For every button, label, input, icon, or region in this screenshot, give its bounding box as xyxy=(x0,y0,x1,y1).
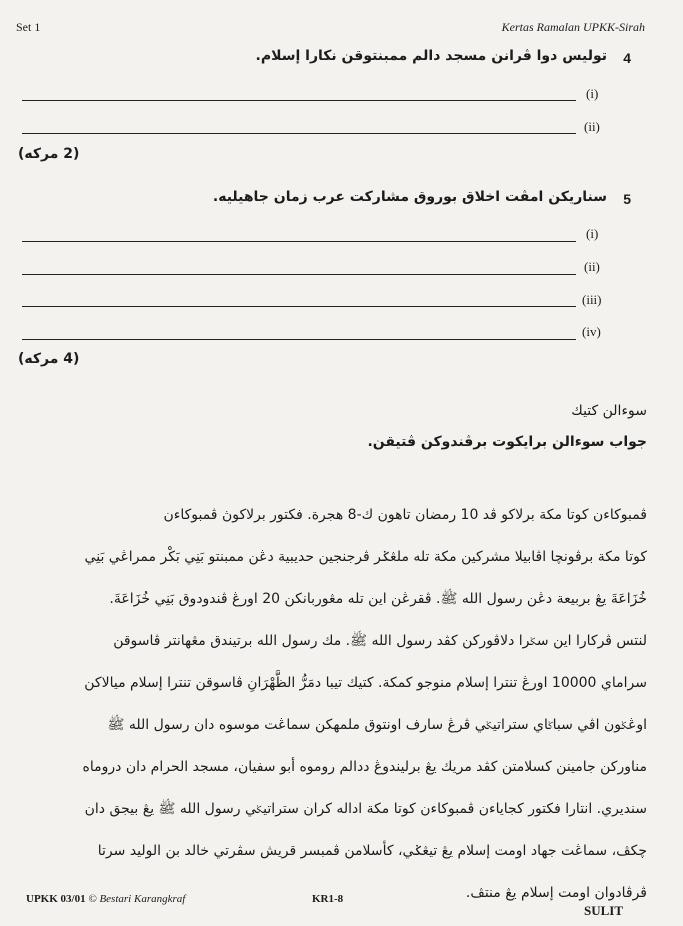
passage-line: سراماي 10000 اورڠ تنترا إسلام منوجو كمكة. كتيك تيبا دمَرُّ الظَّهْرَانِ ڤاسوقن تنترا إسلام ميالاكن xyxy=(84,675,647,691)
paper-title: Kertas Ramalan UPKK-Sirah xyxy=(501,20,645,34)
item-label-q5-iv: (iv) xyxy=(582,324,601,339)
answer-line-q5-2[interactable] xyxy=(22,274,576,275)
item-label-q5-i: (i) xyxy=(586,226,599,241)
item-label-q5-iii: (iii) xyxy=(582,292,602,307)
footer-publisher: © Bestari Karangkraf xyxy=(88,893,186,905)
answer-line-q5-4[interactable] xyxy=(22,339,576,340)
passage-line: چكڤ، سماڠت جهاد اومت إسلام يڠ تيڠݢي، كأسلامن ڤمبسر قريش سڤرتي خالد بن الوليد سرتا xyxy=(97,843,647,859)
passage-line: ڤمبوكاءن كوتا مكة برلاكو ڤد 10 رمضان تاهون ك-8 هجرة. فكتور برلاكوڽ ڤمبوكاءن xyxy=(163,507,647,523)
question-4-text: توليس دوا ڤرانن مسجد دالم ممبنتوقن نكارا إسلام. xyxy=(255,48,607,64)
set-label: Set 1 xyxy=(16,20,41,34)
marks-q5: (4 مركه) xyxy=(18,351,80,367)
section-instruction: جواب سوءالن برايكوت برڤندوكن ڤتيقن. xyxy=(367,434,647,450)
passage-line: اوڠݢون اڤي سباݢاي ستراتيݢي ڤرڠ سارف اونتوق ملمهكن سماڠت موسوه دان رسول الله ﷺ xyxy=(107,717,647,733)
passage xyxy=(38,494,647,914)
item-label-q4-i: (i) xyxy=(586,86,599,101)
item-label-q4-ii: (ii) xyxy=(584,119,600,134)
answer-line-q4-1[interactable] xyxy=(22,100,576,101)
passage-line: خُزَاعَةَ يڠ بربيعة دڠن رسول الله ﷺ. ڤقرڠن اين تله مڠوربانكن 20 اورڠ ڤندودوق بَنِي خُزَاعَةَ. xyxy=(109,591,647,607)
answer-line-q4-2[interactable] xyxy=(22,133,576,134)
footer-code: UPKK 03/01 xyxy=(26,893,86,905)
footer-page: KR1-8 xyxy=(312,893,344,905)
passage-line: ڤرڤادوان اومت إسلام يڠ منتڤ. xyxy=(465,885,647,901)
passage-line: مناورکن جامينن كسلامتن كڤد مريك يڠ برليندوڠ ددالم روموه أبو سفيان، مسجد الحرام دان دروماه xyxy=(82,759,647,775)
marks-q4: (2 مركه) xyxy=(18,146,80,162)
section-title: سوءالن كتيك xyxy=(571,403,647,419)
question-5-number: 5 xyxy=(623,191,631,207)
footer-classification: SULIT xyxy=(583,903,623,918)
answer-line-q5-1[interactable] xyxy=(22,241,576,242)
question-4-number: 4 xyxy=(623,50,631,66)
passage-line: سنديري. انتارا فكتور كجاياءن ڤمبوكاءن كوتا مكة اداله كران ستراتيݢي رسول الله ﷺ يڠ بيجق دان xyxy=(84,801,647,817)
passage-line: لنتس ڤركارا اين سݢرا دلاڤوركن كڤد رسول الله ﷺ. مك رسول الله برتيندق مڠهانتر ڤاسوقن xyxy=(113,633,647,649)
passage-line: كوتا مكة برڤونچا اڤابيلا مشركين مكة تله ملڠݢر ڤرجنجين حديبية دڠن ممبنتو بَنِي بَكْر ممراڠي بَنِي xyxy=(84,549,647,565)
question-5-text: سناريكن امڤت اخلاق بوروق مشاركت عرب زمان جاهيليه. xyxy=(212,189,607,205)
footer-code-publisher xyxy=(26,893,185,905)
item-label-q5-ii: (ii) xyxy=(584,259,600,274)
answer-line-q5-3[interactable] xyxy=(22,306,576,307)
